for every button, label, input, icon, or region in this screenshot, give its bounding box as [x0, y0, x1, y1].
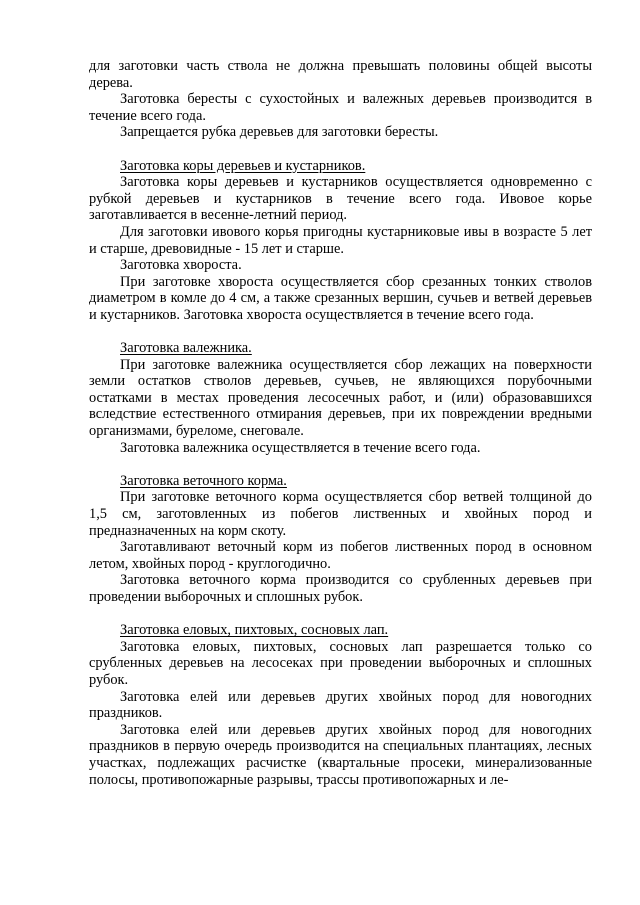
- paragraph: При заготовке веточного корма осуществляется сбор ветвей толщиной до 1,5 см, заготовленных из побегов лиственных и хвойных пород и предназначенных на корм скоту.: [89, 489, 592, 539]
- paragraph: Запрещается рубка деревьев для заготовки бересты.: [120, 124, 439, 141]
- paragraph-gap: [89, 324, 592, 341]
- paragraph-gap: [89, 456, 592, 473]
- paragraph: для заготовки часть ствола не должна превышать половины общей высоты дерева.: [89, 58, 592, 91]
- paragraph: Заготовка веточного корма производится со срубленных деревьев при проведении выборочных и сплошных рубок.: [89, 572, 592, 605]
- paragraph: Заготовка еловых, пихтовых, сосновых лап разрешается только со срубленных деревьев на лесосеках при проведении выборочных и сплошных рубок.: [89, 638, 592, 688]
- paragraph: Для заготовки ивового корья пригодны кустарниковые ивы в возрасте 5 лет и старше, древовидные - 15 лет и старше.: [89, 223, 592, 257]
- document-body: [89, 58, 592, 788]
- paragraph: Заготовка хвороста.: [120, 257, 242, 274]
- paragraph: Заготовка валежника осуществляется в течение всего года.: [120, 439, 481, 456]
- paragraph: Заготовка коры деревьев и кустарников осуществляется одновременно с рубкой деревьев и кустарников в течение всего года. Ивовое корье заготавливается в весенне-летний период.: [89, 174, 592, 224]
- paragraph-gap: [89, 141, 592, 158]
- paragraph: Заготовка елей или деревьев других хвойных пород для новогодних праздников в первую очередь производится на специальных плантациях, лесных участках, подлежащих расчистке (квартальные просеки, минерализованные полосы, противопожарные разрывы, трассы противопожарных и ле-: [89, 721, 592, 788]
- section-heading: Заготовка валежника.: [120, 340, 252, 357]
- paragraph: При заготовке хвороста осуществляется сбор срезанных тонких стволов диаметром в комле до 4 см, а также срезанных вершин, сучьев и ветвей деревьев и кустарников. Заготовка хвороста осуществляется в течение всего года.: [89, 273, 592, 323]
- section-heading: Заготовка еловых, пихтовых, сосновых лап.: [120, 622, 389, 639]
- section-heading: Заготовка коры деревьев и кустарников.: [120, 157, 366, 174]
- paragraph: Заготовка бересты с сухостойных и валежных деревьев производится в течение всего года.: [89, 91, 592, 124]
- section-heading: Заготовка веточного корма.: [120, 472, 287, 489]
- paragraph-gap: [89, 606, 592, 623]
- paragraph: Заготавливают веточный корм из побегов лиственных пород в основном летом, хвойных пород - круглогодично.: [89, 539, 592, 572]
- paragraph: Заготовка елей или деревьев других хвойных пород для новогодних праздников.: [89, 688, 592, 722]
- paragraph: При заготовке валежника осуществляется сбор лежащих на поверхности земли остатков стволов деревьев, сучьев, не являющихся порубочными остатками в местах проведения лесосечных работ, и (или) образовавшихся вследствие естественного отмирания деревьев, при их повреждении вредными организмами, буреломе, снеговале.: [89, 356, 592, 440]
